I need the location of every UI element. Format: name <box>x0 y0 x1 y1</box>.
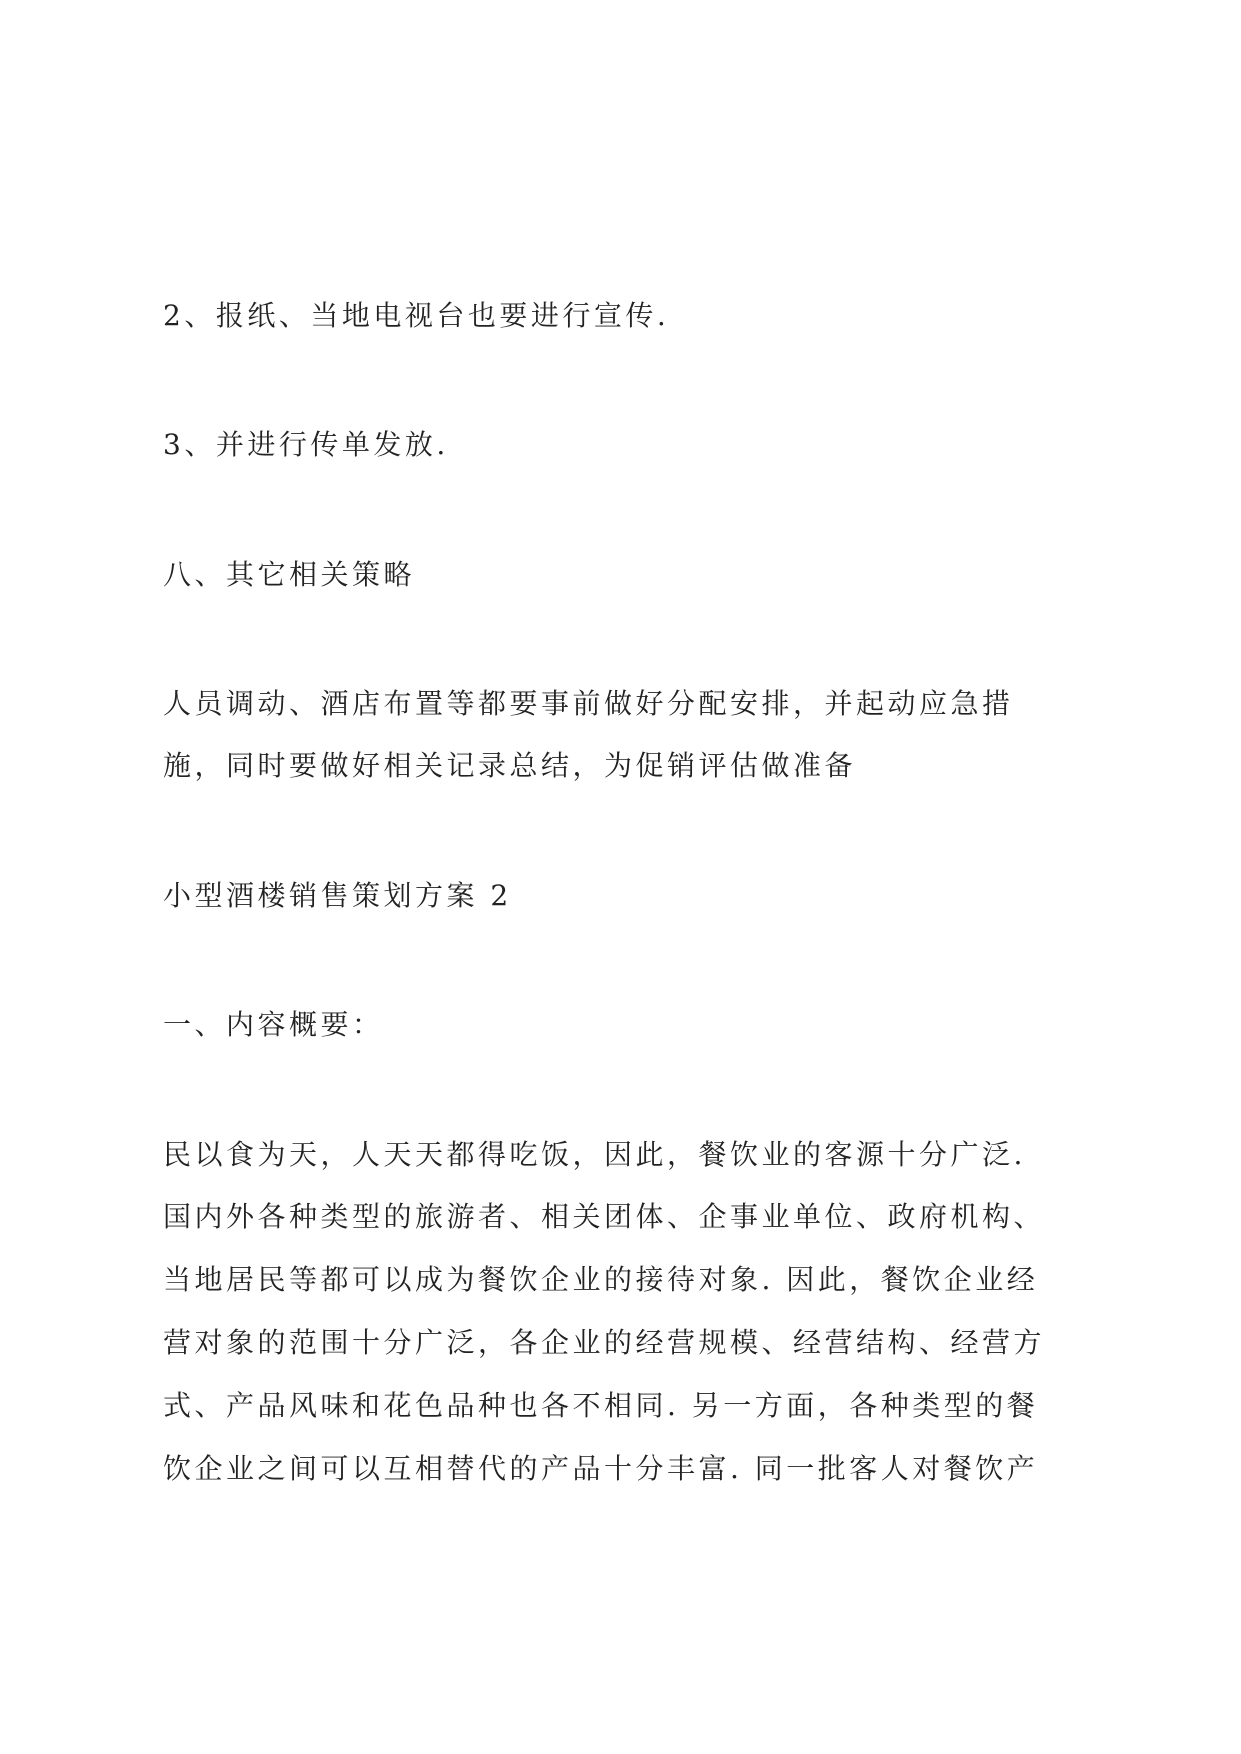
paragraph-line: 饮企业之间可以互相替代的产品十分丰富. 同一批客人对餐饮产 <box>163 1452 1039 1485</box>
paragraph-line: 人员调动、酒店布置等都要事前做好分配安排，并起动应急措 <box>163 687 1014 720</box>
paragraph-line: 施，同时要做好相关记录总结，为促销评估做准备 <box>163 749 857 782</box>
list-item-3-flyers: 3、并进行传单发放. <box>163 428 449 461</box>
paragraph-line: 民以食为天，人天天都得吃饭，因此，餐饮业的客源十分广泛. <box>163 1138 1026 1171</box>
document-title-plan-2: 小型酒楼销售策划方案 2 <box>163 879 512 912</box>
list-item-2-newspaper-tv: 2、报纸、当地电视台也要进行宣传. <box>163 299 670 332</box>
paragraph-line: 国内外各种类型的旅游者、相关团体、企事业单位、政府机构、 <box>163 1200 1046 1233</box>
section-heading-summary: 一、内容概要： <box>163 1008 384 1041</box>
paragraph-line: 式、产品风味和花色品种也各不相同. 另一方面，各种类型的餐 <box>163 1389 1039 1422</box>
paragraph-line: 营对象的范围十分广泛，各企业的经营规模、经营结构、经营方 <box>163 1326 1046 1359</box>
section-heading-other-strategies: 八、其它相关策略 <box>163 558 416 591</box>
paragraph-line: 当地居民等都可以成为餐饮企业的接待对象. 因此，餐饮企业经 <box>163 1263 1039 1296</box>
